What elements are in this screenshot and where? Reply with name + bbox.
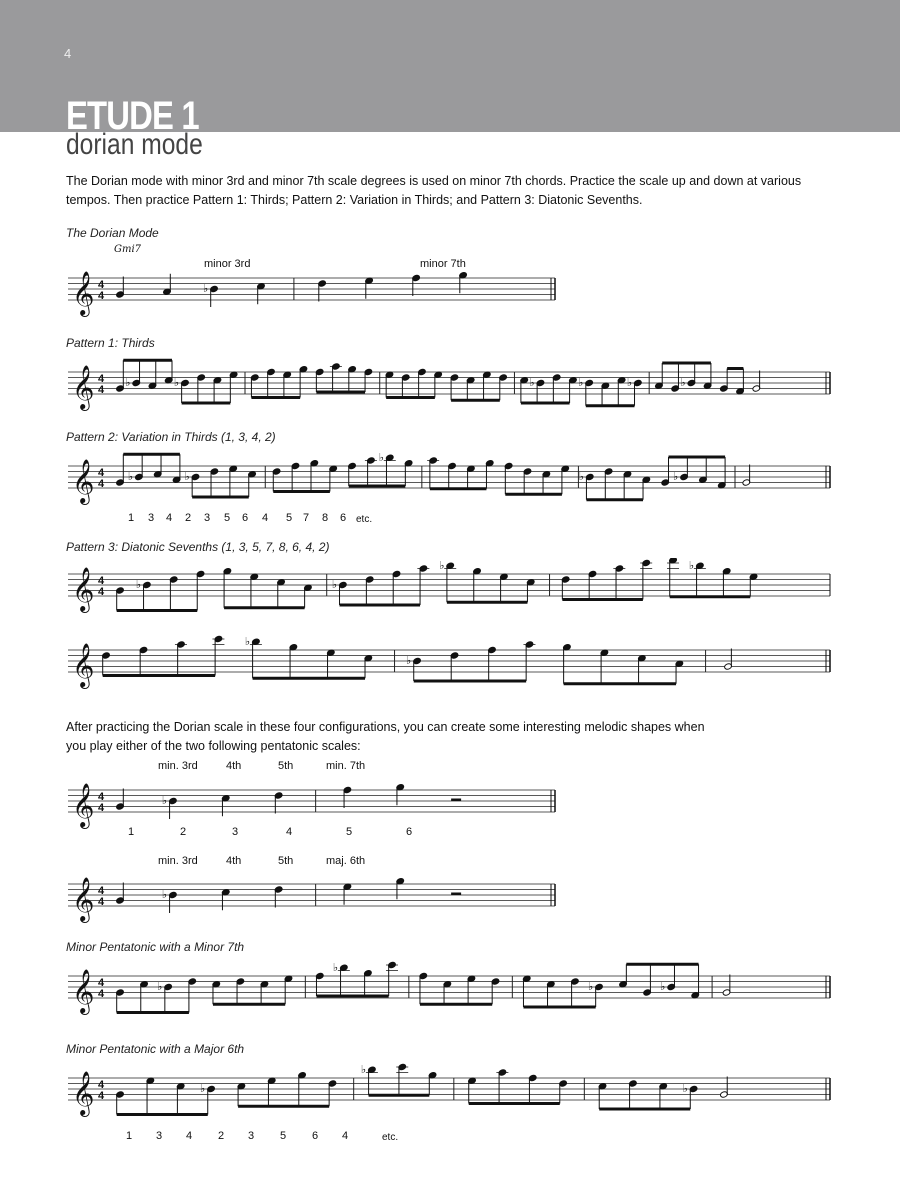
flat-sign: ♭	[161, 888, 168, 901]
treble-clef-icon: 𝄞	[72, 567, 95, 611]
treble-clef-icon: 𝄞	[72, 877, 95, 921]
label: min. 3rd	[158, 760, 198, 772]
label-minor-7th: minor 7th	[420, 258, 466, 270]
staff-pattern-3a	[0, 558, 900, 628]
label: 8	[322, 512, 329, 524]
time-signature-bottom: 4	[98, 896, 105, 908]
intro-paragraph: The Dorian mode with minor 3rd and minor 7th scale degrees is used on minor 7th chords. Practice the scale up and down at various tempos. Then practice Pattern 1: Thirds; Pattern 2: Variation in Thirds; and Pattern 3: Diatonic Sevenths.	[66, 174, 802, 207]
label: 4	[186, 1130, 193, 1142]
flat-sign: ♭	[688, 558, 695, 572]
flat-sign: ♭	[127, 470, 134, 483]
treble-clef-icon: 𝄞	[72, 365, 95, 409]
label: min. 7th	[326, 760, 366, 772]
pentatonic-intro: After practicing the Dorian scale in these four configurations, you can create some interesting melodic shapes when you play either of the two following pentatonic scales:	[66, 720, 705, 753]
flat-sign: ♭	[331, 578, 338, 591]
time-signature-top: 4	[98, 575, 105, 587]
time-signature-top: 4	[98, 467, 105, 479]
label: 3	[204, 512, 211, 524]
flat-sign: ♭	[200, 1082, 206, 1095]
caption-pattern-2: Pattern 2: Variation in Thirds (1, 3, 4, 2)	[66, 430, 276, 444]
caption-pattern-3: Pattern 3: Diatonic Sevenths (1, 3, 5, 7, 8, 6, 4, 2)	[66, 540, 330, 554]
flat-sign: ♭	[626, 376, 633, 389]
flat-sign: ♭	[244, 634, 251, 648]
label: 2	[218, 1130, 225, 1142]
time-signature-bottom: 4	[98, 290, 105, 302]
time-signature-bottom: 4	[98, 988, 105, 1000]
label: 3	[156, 1130, 163, 1142]
time-signature-bottom: 4	[98, 384, 105, 396]
etude-title: ETUDE 1	[66, 94, 199, 138]
label: 5	[346, 826, 353, 838]
time-signature-top: 4	[98, 1079, 105, 1091]
treble-clef-icon: 𝄞	[72, 271, 95, 315]
time-signature-top: 4	[98, 373, 105, 385]
staff-minor-pentatonic-6th	[0, 1062, 900, 1132]
flat-sign: ♭	[578, 470, 584, 483]
flat-sign: ♭	[587, 980, 594, 993]
flat-sign: ♭	[161, 794, 168, 807]
flat-sign: ♭	[125, 376, 131, 389]
flat-sign: ♭	[203, 282, 209, 295]
half-rest	[451, 893, 461, 896]
label: maj. 6th	[326, 855, 366, 867]
flat-sign: ♭	[439, 558, 445, 572]
label: 2	[185, 512, 192, 524]
time-signature-bottom: 4	[98, 478, 105, 490]
label: 1	[128, 512, 135, 524]
label: 6	[340, 512, 347, 524]
page-number: 4	[64, 46, 72, 61]
label: 3	[232, 826, 239, 838]
etc-label: etc.	[382, 1132, 399, 1143]
flat-sign: ♭	[157, 980, 163, 993]
label: 3	[148, 512, 155, 524]
flat-sign: ♭	[184, 470, 190, 483]
label: 4th	[226, 760, 242, 772]
flat-sign: ♭	[332, 960, 339, 974]
label: 1	[128, 826, 135, 838]
chord-symbol: Gmi7	[114, 244, 142, 255]
time-signature-top: 4	[98, 885, 105, 897]
label: 4	[166, 512, 173, 524]
caption-pattern-1: Pattern 1: Thirds	[66, 336, 155, 350]
caption-dorian: The Dorian Mode	[66, 226, 159, 240]
label: 4	[342, 1130, 349, 1142]
staff-pattern-2	[0, 450, 900, 520]
treble-clef-icon: 𝄞	[72, 643, 95, 687]
flat-sign: ♭	[578, 376, 584, 389]
label: min. 3rd	[158, 855, 198, 867]
treble-clef-icon: 𝄞	[72, 459, 95, 503]
staff-pentatonic-2	[0, 872, 900, 932]
staff-pentatonic-1	[0, 778, 900, 838]
label: 5	[286, 512, 293, 524]
flat-sign: ♭	[680, 376, 686, 389]
label: 5th	[278, 760, 294, 772]
staff-pattern-1	[0, 356, 900, 426]
time-signature-top: 4	[98, 791, 105, 803]
flat-sign: ♭	[406, 654, 412, 667]
label: 3	[248, 1130, 255, 1142]
label: 6	[312, 1130, 319, 1142]
staff-dorian	[0, 266, 900, 326]
label-minor-3rd: minor 3rd	[204, 258, 251, 270]
flat-sign: ♭	[529, 376, 535, 389]
label: 6	[406, 826, 413, 838]
label: 5	[280, 1130, 287, 1142]
flat-sign: ♭	[682, 1082, 688, 1095]
treble-clef-icon: 𝄞	[72, 1071, 95, 1115]
label: 5th	[278, 855, 294, 867]
staff-pattern-3b	[0, 634, 900, 704]
caption-minor-pentatonic-6th: Minor Pentatonic with a Major 6th	[66, 1042, 245, 1056]
time-signature-top: 4	[98, 977, 105, 989]
flat-sign: ♭	[660, 980, 666, 993]
etc-label: etc.	[356, 514, 373, 525]
flat-sign: ♭	[673, 470, 679, 483]
caption-minor-pentatonic-7th: Minor Pentatonic with a Minor 7th	[66, 940, 245, 954]
flat-sign: ♭	[360, 1062, 367, 1076]
half-rest	[451, 799, 461, 802]
label: 6	[242, 512, 249, 524]
label: 4	[262, 512, 269, 524]
etude-subtitle: dorian mode	[66, 128, 203, 161]
label: 4	[286, 826, 293, 838]
time-signature-top: 4	[98, 279, 105, 291]
staff-minor-pentatonic-7th	[0, 960, 900, 1030]
time-signature-bottom: 4	[98, 802, 105, 814]
treble-clef-icon: 𝄞	[72, 969, 95, 1013]
label: 5	[224, 512, 231, 524]
time-signature-bottom: 4	[98, 1090, 105, 1102]
flat-sign: ♭	[135, 578, 142, 591]
time-signature-bottom: 4	[98, 586, 105, 598]
label: 1	[126, 1130, 133, 1142]
label: 4th	[226, 855, 242, 867]
label: 2	[180, 826, 187, 838]
treble-clef-icon: 𝄞	[72, 783, 95, 827]
flat-sign: ♭	[173, 376, 180, 389]
flat-sign: ♭	[378, 450, 384, 464]
label: 7	[303, 512, 310, 524]
